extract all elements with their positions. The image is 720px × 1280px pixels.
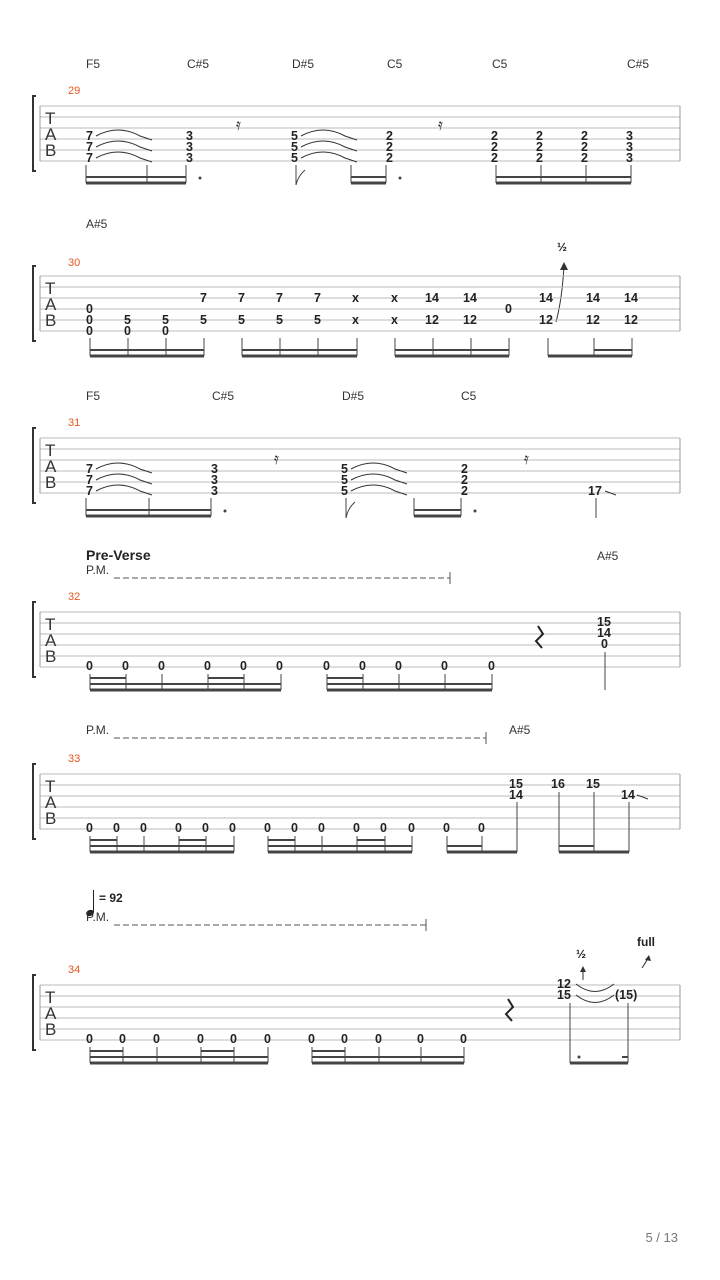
measure-number: 29 bbox=[68, 85, 81, 97]
fret-number: 3 bbox=[626, 140, 633, 154]
fret-number: 0 bbox=[460, 1032, 467, 1046]
measure-number: 32 bbox=[68, 591, 81, 603]
tab-clef-b: B bbox=[45, 1020, 57, 1039]
rhythm-beams bbox=[90, 652, 605, 690]
fret-number: 0 bbox=[204, 659, 211, 673]
fret-number: (15) bbox=[615, 988, 638, 1002]
fret-number: 3 bbox=[186, 151, 193, 165]
fret-number: 14 bbox=[597, 626, 611, 640]
fret-number: 0 bbox=[86, 1032, 93, 1046]
tab-clef-a: A bbox=[45, 1004, 57, 1023]
fret-number: 14 bbox=[539, 291, 553, 305]
tab-staff bbox=[33, 764, 680, 839]
tab-staff bbox=[33, 602, 680, 677]
rest-symbol: 𝄿 bbox=[524, 451, 529, 468]
fret-number: 0 bbox=[264, 821, 271, 835]
fret-number: 0 bbox=[488, 659, 495, 673]
tab-clef-t: T bbox=[45, 279, 56, 298]
chord-label: A#5 bbox=[86, 217, 108, 231]
chord-label: D#5 bbox=[292, 57, 315, 71]
chord-label: C5 bbox=[461, 389, 477, 403]
tab-clef-a: A bbox=[45, 457, 57, 476]
fret-number: 7 bbox=[86, 140, 93, 154]
fret-number: 0 bbox=[140, 821, 147, 835]
chord-label: D#5 bbox=[342, 389, 365, 403]
measure-32 bbox=[33, 547, 680, 690]
measure-number: 34 bbox=[68, 964, 81, 976]
fret-number: 2 bbox=[461, 473, 468, 487]
fret-number: 0 bbox=[86, 324, 93, 338]
fret-number: 0 bbox=[375, 1032, 382, 1046]
rhythm-beams bbox=[86, 498, 596, 518]
fret-number: 5 bbox=[291, 151, 298, 165]
fret-number: 3 bbox=[186, 140, 193, 154]
chord-label: A#5 bbox=[509, 723, 531, 737]
fret-number: 14 bbox=[463, 291, 477, 305]
fret-number: 3 bbox=[211, 484, 218, 498]
fret-number: 3 bbox=[211, 473, 218, 487]
tempo-value: = 92 bbox=[99, 891, 123, 905]
fret-number: 0 bbox=[153, 1032, 160, 1046]
fret-number: 2 bbox=[581, 140, 588, 154]
fret-number: 5 bbox=[341, 473, 348, 487]
fret-number: 7 bbox=[86, 473, 93, 487]
fret-number: 2 bbox=[491, 129, 498, 143]
fret-number: 0 bbox=[124, 324, 131, 338]
measure-number: 33 bbox=[68, 753, 81, 765]
fret-number: 2 bbox=[386, 151, 393, 165]
palm-mute-label: P.M. bbox=[86, 563, 110, 577]
fret-number: 0 bbox=[175, 821, 182, 835]
palm-mute-label: P.M. bbox=[86, 723, 110, 737]
chord-label: F5 bbox=[86, 389, 101, 403]
fret-number: 14 bbox=[425, 291, 439, 305]
fret-number: 0 bbox=[158, 659, 165, 673]
tab-clef-b: B bbox=[45, 311, 57, 330]
fret-number: 14 bbox=[624, 291, 638, 305]
tab-clef-t: T bbox=[45, 988, 56, 1007]
fret-number: 2 bbox=[461, 484, 468, 498]
fret-number: 0 bbox=[408, 821, 415, 835]
tab-staff bbox=[33, 428, 680, 503]
fret-number: 0 bbox=[441, 659, 448, 673]
fret-number: 0 bbox=[291, 821, 298, 835]
fret-number: 7 bbox=[86, 462, 93, 476]
tab-clef-b: B bbox=[45, 141, 57, 160]
fret-number: 0 bbox=[86, 659, 93, 673]
fret-number: 0 bbox=[359, 659, 366, 673]
tab-clef-b: B bbox=[45, 809, 57, 828]
fret-number: 15 bbox=[586, 777, 600, 791]
measure-30 bbox=[33, 217, 680, 356]
fret-number: 5 bbox=[314, 313, 321, 327]
fret-number: 2 bbox=[491, 151, 498, 165]
fret-number: 12 bbox=[539, 313, 553, 327]
fret-number: 7 bbox=[238, 291, 245, 305]
measure-33 bbox=[33, 723, 680, 852]
rhythm-beams bbox=[90, 338, 632, 356]
fret-number: 2 bbox=[386, 129, 393, 143]
fret-number: 2 bbox=[536, 151, 543, 165]
chord-label: A#5 bbox=[597, 549, 619, 563]
bend-amount: full bbox=[637, 935, 655, 949]
chord-label: F5 bbox=[86, 57, 101, 71]
fret-number: 5 bbox=[124, 313, 131, 327]
measure-number: 30 bbox=[68, 257, 81, 269]
measure-29 bbox=[33, 57, 680, 185]
fret-number: 7 bbox=[200, 291, 207, 305]
tab-staff bbox=[33, 96, 680, 171]
fret-number: 7 bbox=[86, 484, 93, 498]
bend-amount: ½ bbox=[557, 240, 568, 254]
bend-amount: ½ bbox=[576, 947, 587, 961]
fret-number: 5 bbox=[291, 140, 298, 154]
fret-number: 12 bbox=[425, 313, 439, 327]
fret-number: 0 bbox=[601, 637, 608, 651]
page-number: 5 / 13 bbox=[645, 1230, 678, 1245]
measure-number: 31 bbox=[68, 417, 81, 429]
fret-number: 2 bbox=[461, 462, 468, 476]
fret-number: 2 bbox=[536, 129, 543, 143]
fret-number: 0 bbox=[119, 1032, 126, 1046]
dead-note: x bbox=[352, 291, 359, 305]
fret-number: 5 bbox=[341, 484, 348, 498]
fret-number: 5 bbox=[238, 313, 245, 327]
fret-number: 2 bbox=[581, 129, 588, 143]
tab-clef-t: T bbox=[45, 615, 56, 634]
chord-label: C#5 bbox=[187, 57, 210, 71]
fret-number: 0 bbox=[318, 821, 325, 835]
fret-number: 0 bbox=[86, 313, 93, 327]
fret-number: 0 bbox=[276, 659, 283, 673]
fret-number: 0 bbox=[86, 302, 93, 316]
fret-number: 3 bbox=[186, 129, 193, 143]
dead-note: x bbox=[391, 313, 398, 327]
tab-clef-a: A bbox=[45, 793, 57, 812]
tab-clef-t: T bbox=[45, 777, 56, 796]
tab-staff bbox=[33, 266, 680, 341]
fret-number: 15 bbox=[557, 988, 571, 1002]
fret-number: 2 bbox=[581, 151, 588, 165]
measure-31 bbox=[33, 389, 680, 518]
fret-number: 3 bbox=[626, 129, 633, 143]
rest-symbol: 𝄿 bbox=[274, 451, 279, 468]
fret-number: 0 bbox=[308, 1032, 315, 1046]
fret-number: 0 bbox=[229, 821, 236, 835]
tab-clef-a: A bbox=[45, 631, 57, 650]
fret-number: 14 bbox=[621, 788, 635, 802]
fret-number: 14 bbox=[586, 291, 600, 305]
fret-number: 12 bbox=[557, 977, 571, 991]
fret-number: 0 bbox=[230, 1032, 237, 1046]
fret-number: 5 bbox=[162, 313, 169, 327]
chord-label: C#5 bbox=[627, 57, 650, 71]
rest-symbol: 𝄿 bbox=[236, 117, 241, 134]
rhythm-beams bbox=[90, 1003, 628, 1063]
fret-number: 15 bbox=[597, 615, 611, 629]
fret-number: 0 bbox=[478, 821, 485, 835]
fret-number: 7 bbox=[86, 151, 93, 165]
fret-number: 15 bbox=[509, 777, 523, 791]
dead-note: x bbox=[391, 291, 398, 305]
fret-number: 12 bbox=[586, 313, 600, 327]
rest-symbol: 𝄿 bbox=[438, 117, 443, 134]
fret-number: 0 bbox=[113, 821, 120, 835]
palm-mute-label: P.M. bbox=[86, 910, 110, 924]
fret-number: 7 bbox=[314, 291, 321, 305]
fret-number: 12 bbox=[624, 313, 638, 327]
fret-number: 12 bbox=[463, 313, 477, 327]
tab-clef-b: B bbox=[45, 473, 57, 492]
fret-number: 0 bbox=[505, 302, 512, 316]
fret-number: 0 bbox=[264, 1032, 271, 1046]
fret-number: 0 bbox=[353, 821, 360, 835]
fret-number: 0 bbox=[197, 1032, 204, 1046]
fret-number: 0 bbox=[395, 659, 402, 673]
fret-number: 3 bbox=[211, 462, 218, 476]
chord-label: C#5 bbox=[212, 389, 235, 403]
tab-staff bbox=[33, 975, 680, 1050]
fret-number: 7 bbox=[86, 129, 93, 143]
section-title: Pre-Verse bbox=[86, 547, 151, 563]
measure-34 bbox=[33, 890, 680, 1063]
fret-number: 0 bbox=[443, 821, 450, 835]
fret-number: 17 bbox=[588, 484, 602, 498]
fret-number: 0 bbox=[122, 659, 129, 673]
fret-number: 5 bbox=[291, 129, 298, 143]
fret-number: 7 bbox=[276, 291, 283, 305]
fret-number: 0 bbox=[380, 821, 387, 835]
tab-clef-a: A bbox=[45, 295, 57, 314]
dead-note: x bbox=[352, 313, 359, 327]
fret-number: 5 bbox=[200, 313, 207, 327]
fret-number: 2 bbox=[536, 140, 543, 154]
fret-number: 2 bbox=[491, 140, 498, 154]
fret-number: 16 bbox=[551, 777, 565, 791]
fret-number: 3 bbox=[626, 151, 633, 165]
tab-clef-t: T bbox=[45, 109, 56, 128]
rhythm-beams bbox=[86, 165, 631, 185]
tab-clef-b: B bbox=[45, 647, 57, 666]
fret-number: 0 bbox=[323, 659, 330, 673]
fret-number: 0 bbox=[86, 821, 93, 835]
fret-number: 0 bbox=[202, 821, 209, 835]
tab-clef-a: A bbox=[45, 125, 57, 144]
fret-number: 0 bbox=[162, 324, 169, 338]
fret-number: 0 bbox=[341, 1032, 348, 1046]
fret-number: 0 bbox=[240, 659, 247, 673]
fret-number: 2 bbox=[386, 140, 393, 154]
fret-number: 5 bbox=[276, 313, 283, 327]
tab-clef-t: T bbox=[45, 441, 56, 460]
chord-label: C5 bbox=[387, 57, 403, 71]
fret-number: 14 bbox=[509, 788, 523, 802]
fret-number: 0 bbox=[417, 1032, 424, 1046]
chord-label: C5 bbox=[492, 57, 508, 71]
fret-number: 5 bbox=[341, 462, 348, 476]
